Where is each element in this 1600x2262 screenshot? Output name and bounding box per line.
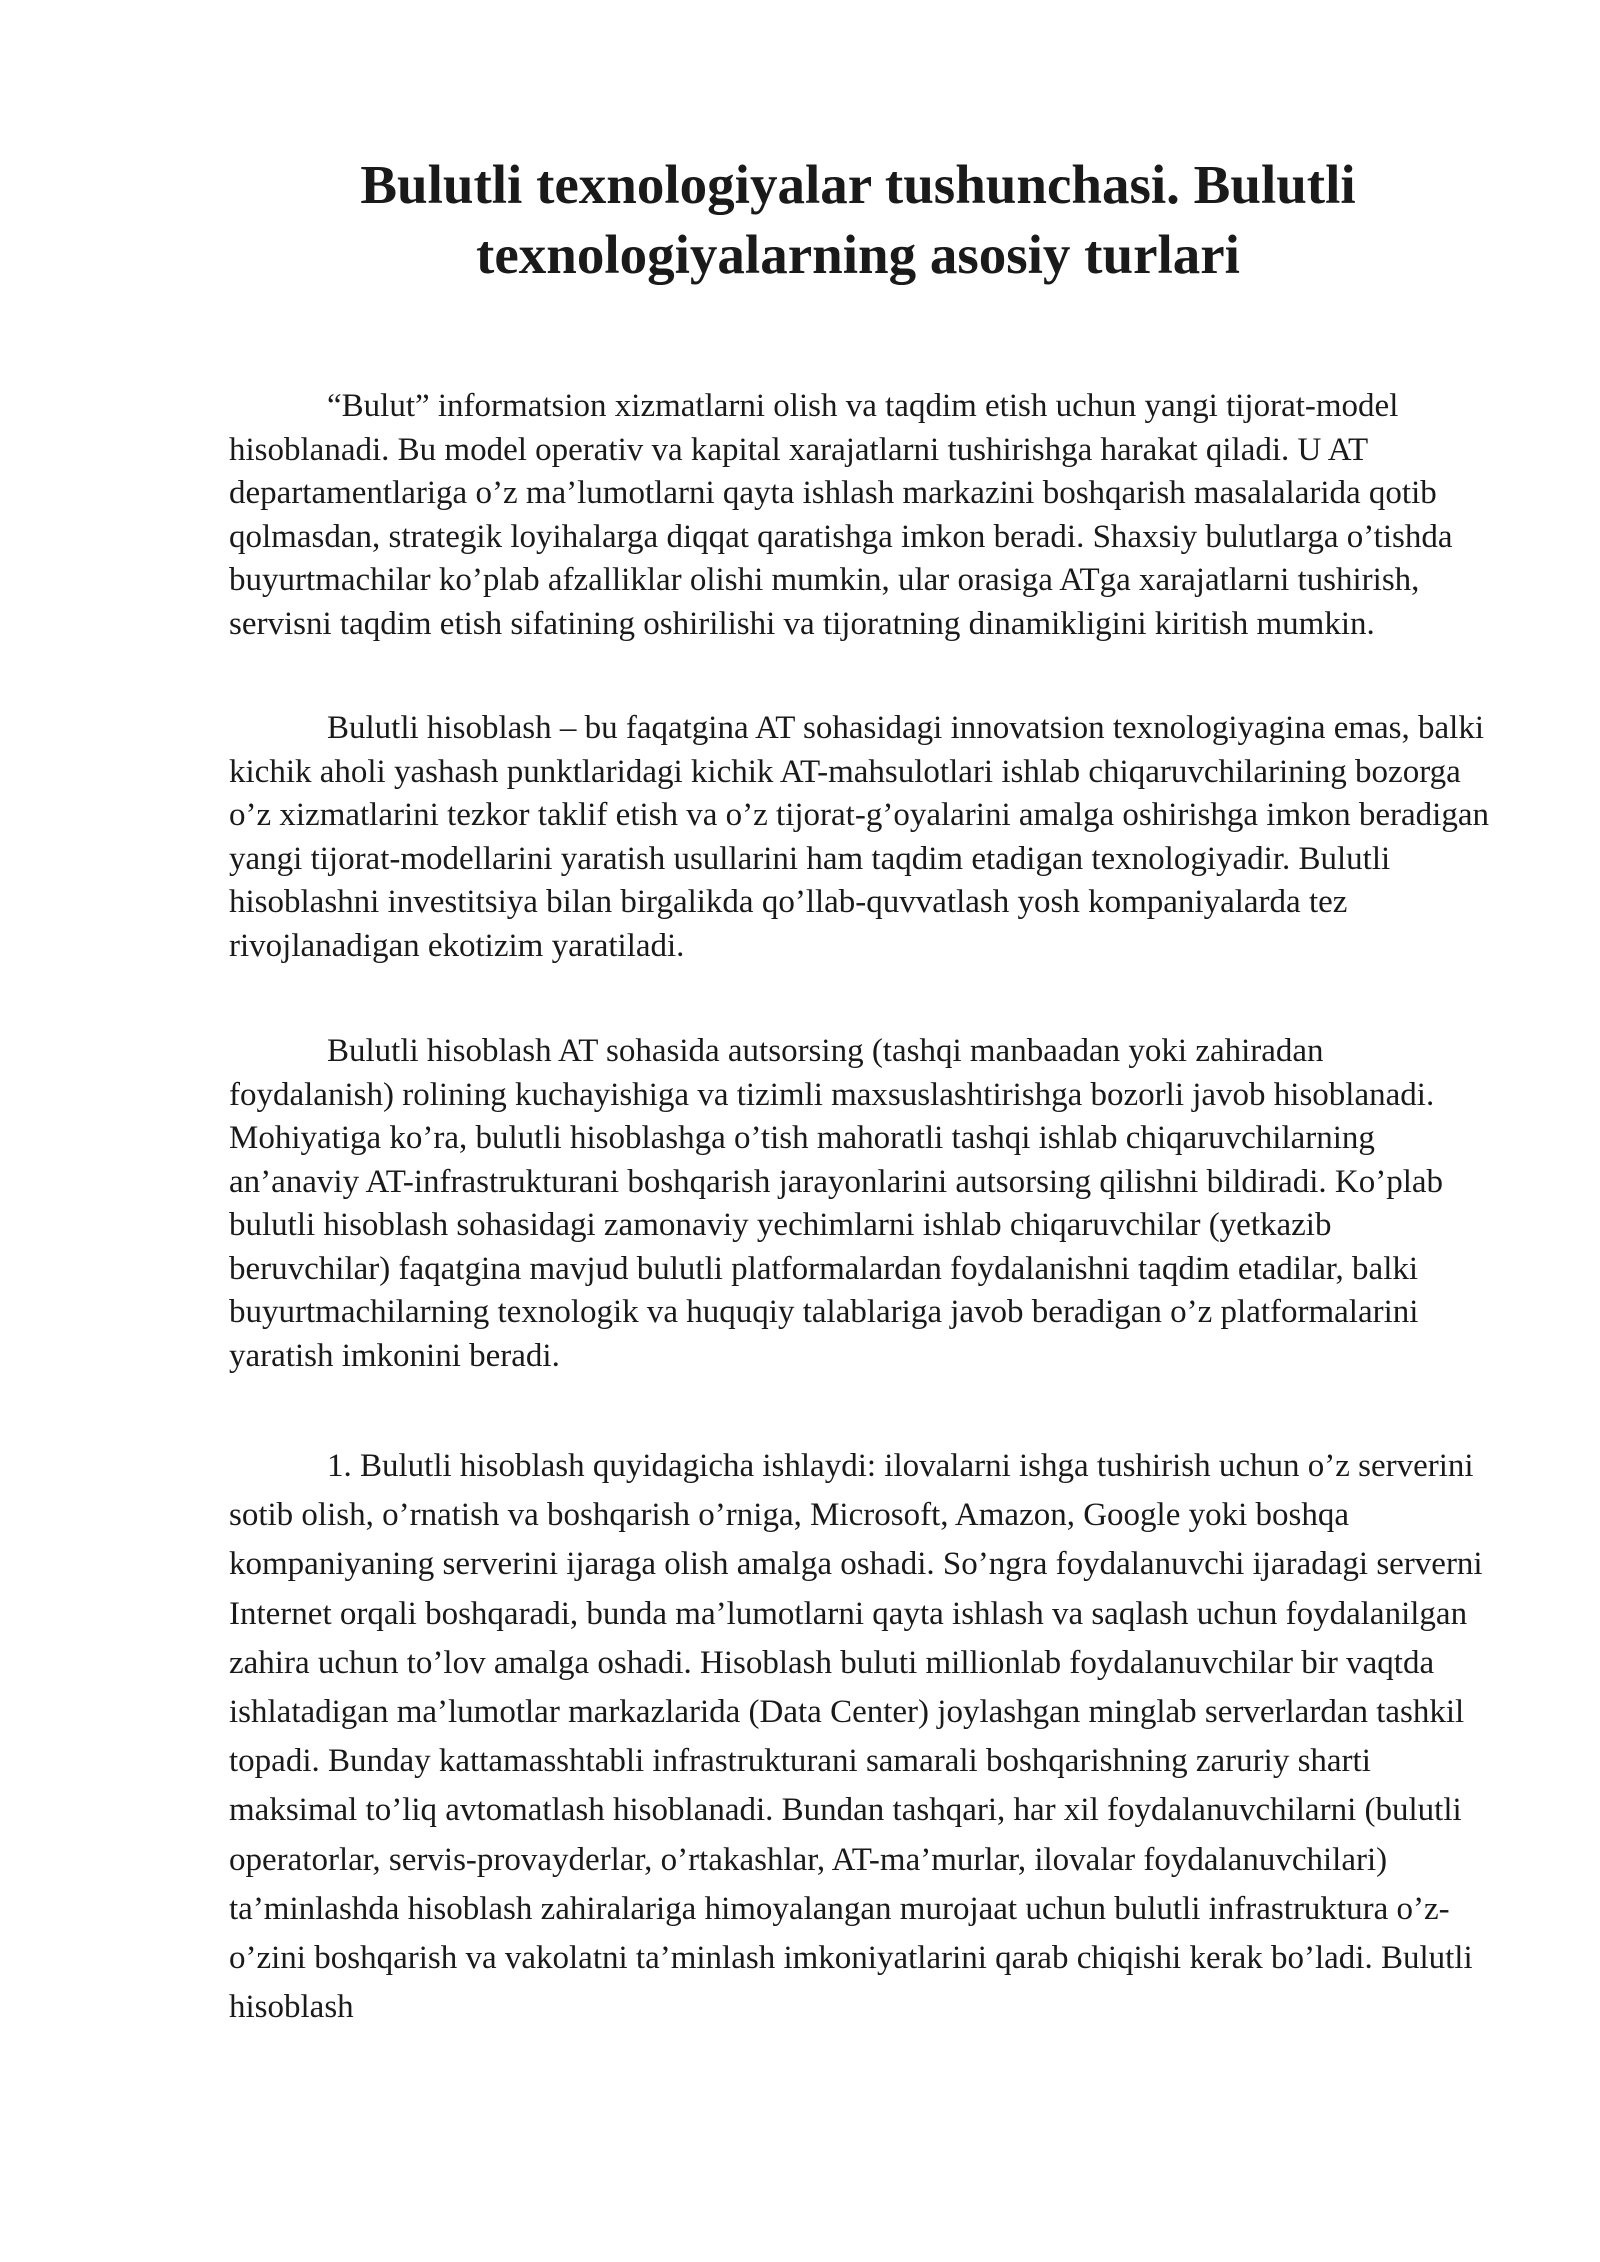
paragraph-4: 1. Bulutli hisoblash quyidagicha ishlaydi: ilovalarni ishga tushirish uchun o’z serverini sotib olish, o’rnatish va boshqarish o’rniga, Microsoft, Amazon, Google yoki boshqa kompaniyaning serverini ijaraga olish amalga oshadi. So’ngra foydalanuvchi ijaradagi serverni Internet orqali boshqaradi, bunda ma’lumotlarni qayta ishlash va saqlash uchun foydalanilgan zahira uchun to’lov amalga oshadi. Hisoblash buluti millionlab foydalanuvchilar bir vaqtda ishlatadigan ma’lumotlar markazlarida (Data Center) joylashgan minglab serverlardan tashkil topadi. Bunday kattamasshtabli infrastrukturani samarali boshqarishning zaruriy sharti maksimal to’liq avtomatlash hisoblanadi. Bundan tashqari, har xil foydalanuvchilarni (bulutli operatorlar, servis-provayderlar, o’rtakashlar, AT-ma’murlar, ilovalar foydalanuvchilari) ta’minlashda hisoblash zahiralariga himoyalangan murojaat uchun bulutli infrastruktura o’z-o’zini boshqarish va vakolatni ta’minlash imkoniyatlarini qarab chiqishi kerak bo’ladi. Bulutli hisoblash [229, 1448, 1483, 2026]
paragraph-3: Bulutli hisoblash AT sohasida autsorsing (tashqi manbaadan yoki zahiradan foydalanish) rolining kuchayishiga va tizimli maxsuslashtirishga bozorli javob hisoblanadi. Mohiyatiga ko’ra, bulutli hisoblashga o’tish mahoratli tashqi ishlab chiqaruvchilarning an’anaviy AT-infrastrukturani boshqarish jarayonlarini autsorsing qilishni bildiradi. Ko’plab bulutli hisoblash sohasidagi zamonaviy yechimlarni ishlab chiqaruvchilar (yetkazib beruvchilar) faqatgina mavjud bulutli platformalardan foydalanishni taqdim etadilar, balki buyurtmachilarning texnologik va huquqiy talablariga javob beradigan o’z platformalarini yaratish imkonini beradi. [229, 1033, 1444, 1374]
paragraph-2: Bulutli hisoblash – bu faqatgina AT sohasidagi innovatsion texnologiyagina emas, balki kichik aholi yashash punktlaridagi kichik AT-mahsulotlari ishlab chiqaruvchilarining bozorga o’z xizmatlarini tezkor taklif etish va o’z tijorat-g’oyalarini amalga oshirishga imkon beradigan yangi tijorat-modellarini yaratish usullarini ham taqdim etadigan texnologiyadir. Bulutli hisoblashni investitsiya bilan birgalikda qo’llab-quvvatlash yosh kompaniyalarda tez rivojlanadigan ekotizim yaratiladi. [229, 710, 1489, 964]
paragraph-1: “Bulut” informatsion xizmatlarni olish va taqdim etish uchun yangi tijorat-model hisoblanadi. Bu model operativ va kapital xarajatlarni tushirishga harakat qiladi. U AT departamentlariga o’z ma’lumotlarni qayta ishlash markazini boshqarish masalalarida qotib qolmasdan, strategik loyihalarga diqqat qaratishga imkon beradi. Shaxsiy bulutlarga o’tishda buyurtmachilar ko’plab afzalliklar olishi mumkin, ular orasiga ATga xarajatlarni tushirish, servisni taqdim etish sifatining oshirilishi va tijoratning dinamikligini kiritish mumkin. [229, 388, 1453, 642]
document-title: Bulutli texnologiyalar tushunchasi. Bulutli texnologiyalarning asosiy turlari [360, 154, 1356, 285]
